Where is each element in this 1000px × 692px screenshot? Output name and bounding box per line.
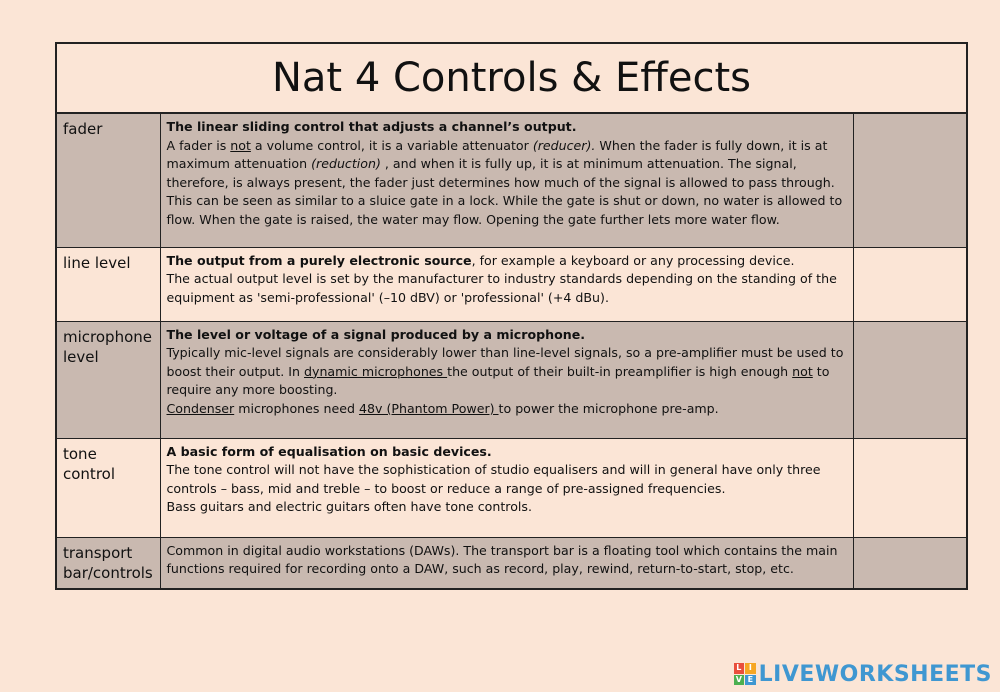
- definition-cell: The output from a purely electronic source, for example a keyboard or any processing device. The actual output level is set by the manufacturer to industry standards depending on the standing of the equipment as 'semi-professional' (–10 dBV) or 'professional' (+4 dBu).: [160, 247, 853, 321]
- definition-body: Common in digital audio workstations (DAWs). The transport bar is a floating tool which contains the main functions required for recording onto a DAW, such as record, play, rewind, return-to-start, stop, etc.: [166, 542, 838, 577]
- dynamic-microphones-link[interactable]: dynamic microphones: [304, 363, 448, 379]
- definition-cell: [160, 114, 853, 247]
- answer-box[interactable]: [853, 114, 966, 247]
- definition-heading: The linear sliding control that adjusts a channel’s output.: [166, 119, 577, 134]
- logo-badge-letter: V: [734, 675, 745, 686]
- term-cell: fader: [57, 114, 160, 247]
- logo-badge-letter: L: [734, 663, 745, 674]
- definition-heading: The output from a purely electronic source: [166, 252, 472, 268]
- terms-table: [57, 114, 966, 588]
- condenser-link[interactable]: Condenser: [166, 400, 235, 416]
- table-row: [57, 438, 966, 537]
- definition-body: Bass guitars and electric guitars often have tone controls.: [166, 499, 532, 515]
- definition-body: The actual output level is set by the manufacturer to industry standards depending on the standing of the equipment as 'semi-professional' (–10 dBV) or 'professional' (+4 dBu).: [166, 271, 837, 305]
- answer-box[interactable]: [853, 438, 966, 537]
- definition-body: A fader is not a volume control, it is a variable attenuator (reducer). When the fader is fully down, it is at maximum attenuation (reduction) , and when it is fully up, it is at minimum attenuation. The signal, therefore, is always present, the fader just determines how much of the signal is allowed to pass through. This can be seen as similar to a sluice gate in a lock. While the gate is shut or down, no water is allowed to flow. When the gate is raised, the water may flow. Opening the gate further lets more water flow.: [166, 137, 843, 227]
- definition-body: The tone control will not have the sophistication of studio equalisers and will in general have only three controls – bass, mid and treble – to boost or reduce a range of pre-assigned frequencies.: [166, 462, 821, 496]
- logo-badge-icon: [734, 663, 756, 685]
- definition-heading: The level or voltage of a signal produced by a microphone.: [166, 326, 586, 342]
- answer-box[interactable]: [853, 321, 966, 438]
- table-row: [57, 321, 966, 438]
- page-title: Nat 4 Controls & Effects: [57, 44, 966, 114]
- liveworksheets-logo: [734, 662, 992, 686]
- definition-body: Condenser microphones need 48v (Phantom Power) to power the microphone pre-amp.: [166, 400, 719, 416]
- term-cell: microphone level: [57, 321, 160, 438]
- definition-cell: [160, 537, 853, 588]
- definition-body: Typically mic-level signals are considerably lower than line-level signals, so a pre-amplifier must be used to boost their output. In dynamic microphones the output of their built-in preamplifier is high enough not to require any more boosting.: [166, 345, 844, 398]
- worksheet: [55, 42, 968, 590]
- answer-box[interactable]: [853, 537, 966, 588]
- table-row: [57, 247, 966, 321]
- table-row: [57, 114, 966, 247]
- logo-badge-letter: I: [745, 663, 756, 674]
- term-cell: line level: [57, 247, 160, 321]
- answer-box[interactable]: [853, 247, 966, 321]
- definition-heading: A basic form of equalisation on basic devices.: [166, 443, 492, 459]
- logo-badge-letter: E: [745, 675, 756, 686]
- term-cell: tone control: [57, 438, 160, 537]
- logo-text: LIVEWORKSHEETS: [758, 661, 992, 687]
- definition-cell: [160, 321, 853, 438]
- definition-cell: [160, 438, 853, 537]
- table-row: [57, 537, 966, 588]
- term-cell: transport bar/controls: [57, 537, 160, 588]
- phantom-power-link[interactable]: 48v (Phantom Power): [358, 400, 499, 416]
